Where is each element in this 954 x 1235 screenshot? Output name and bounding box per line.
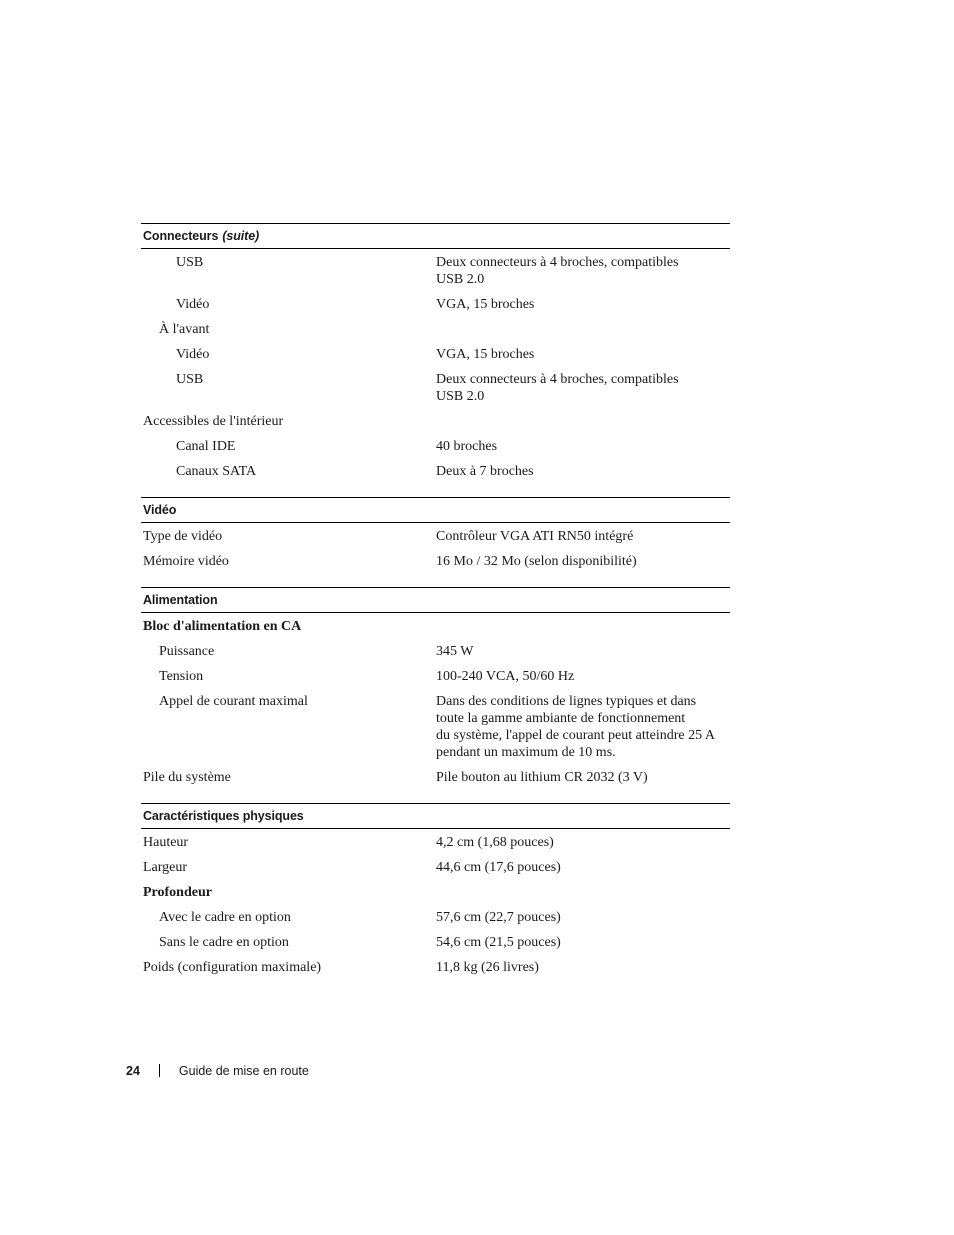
spec-label: Hauteur	[143, 835, 189, 850]
spec-row	[141, 956, 730, 981]
spec-label: USB	[176, 372, 204, 387]
guide-title: Guide de mise en route	[178, 1063, 309, 1078]
spec-row	[141, 293, 730, 318]
spec-row	[141, 343, 730, 368]
spec-label: Puissance	[159, 644, 215, 659]
spec-row	[141, 766, 730, 791]
section-header	[141, 803, 730, 829]
spec-label: Appel de courant maximal	[159, 694, 308, 709]
spec-value: 11,8 kg (26 livres)	[436, 960, 539, 975]
spec-value: 44,6 cm (17,6 pouces)	[436, 860, 561, 875]
spec-value: Pile bouton au lithium CR 2032 (3 V)	[436, 770, 648, 785]
section-body	[141, 249, 730, 497]
spec-label: Type de vidéo	[143, 529, 223, 544]
spec-row	[141, 410, 730, 435]
section-title-suffix: (suite)	[222, 229, 260, 243]
spec-row	[141, 831, 730, 856]
spec-value: 16 Mo / 32 Mo (selon disponibilité)	[436, 554, 637, 569]
spec-row	[141, 665, 730, 690]
section-header	[141, 223, 730, 249]
spec-value: 4,2 cm (1,68 pouces)	[436, 835, 554, 850]
spec-row	[141, 881, 730, 906]
section-title: Alimentation	[143, 593, 218, 607]
section-header	[141, 587, 730, 613]
spec-label: Accessibles de l'intérieur	[143, 414, 284, 429]
spec-value	[436, 413, 730, 430]
page-footer	[126, 1062, 309, 1079]
spec-section	[141, 587, 730, 803]
section-header	[141, 497, 730, 523]
spec-label: Profondeur	[143, 885, 212, 900]
spec-value: 40 broches	[436, 439, 498, 454]
spec-value: Contrôleur VGA ATI RN50 intégré	[436, 529, 634, 544]
spec-section	[141, 803, 730, 993]
spec-label: Sans le cadre en option	[159, 935, 289, 950]
spec-row	[141, 368, 730, 410]
section-title: Vidéo	[143, 503, 177, 517]
spec-row	[141, 690, 730, 766]
spec-label: Bloc d'alimentation en CA	[143, 619, 302, 634]
spec-value: Deux connecteurs à 4 broches, compatibles USB 2.0	[436, 255, 679, 287]
spec-label: Poids (configuration maximale)	[143, 960, 322, 975]
section-title: Connecteurs	[143, 229, 219, 243]
spec-label: Vidéo	[176, 297, 210, 312]
spec-row	[141, 906, 730, 931]
spec-row	[141, 251, 730, 293]
section-title: Caractéristiques physiques	[143, 809, 304, 823]
spec-row	[141, 931, 730, 956]
spec-label: USB	[176, 255, 204, 270]
specifications-table	[141, 223, 730, 993]
section-body	[141, 613, 730, 803]
spec-row	[141, 550, 730, 575]
spec-label: Tension	[159, 669, 204, 684]
spec-section	[141, 497, 730, 587]
spec-value: 54,6 cm (21,5 pouces)	[436, 935, 561, 950]
spec-label: Avec le cadre en option	[159, 910, 291, 925]
spec-row	[141, 640, 730, 665]
spec-value	[436, 321, 730, 338]
spec-label: Vidéo	[176, 347, 210, 362]
spec-row	[141, 525, 730, 550]
spec-section	[141, 223, 730, 497]
section-body	[141, 523, 730, 587]
footer-separator	[159, 1064, 160, 1077]
spec-value: Deux à 7 broches	[436, 464, 534, 479]
spec-value: Deux connecteurs à 4 broches, compatibles USB 2.0	[436, 372, 679, 404]
spec-row	[141, 856, 730, 881]
spec-value: 57,6 cm (22,7 pouces)	[436, 910, 561, 925]
spec-row	[141, 435, 730, 460]
spec-value: 100-240 VCA, 50/60 Hz	[436, 669, 575, 684]
spec-label: Canaux SATA	[176, 464, 257, 479]
spec-label: À l'avant	[159, 322, 210, 337]
spec-row	[141, 318, 730, 343]
spec-value: 345 W	[436, 644, 474, 659]
spec-row	[141, 615, 730, 640]
spec-label: Mémoire vidéo	[143, 554, 229, 569]
spec-label: Canal IDE	[176, 439, 236, 454]
spec-label: Pile du système	[143, 770, 231, 785]
spec-label: Largeur	[143, 860, 188, 875]
spec-value	[436, 884, 730, 901]
spec-value: Dans des conditions de lignes typiques et dans toute la gamme ambiante de fonctionnement du système, l'appel de courant peut atteindre 25 A pendant un maximum de 10 ms.	[436, 694, 715, 760]
section-body	[141, 829, 730, 993]
spec-row	[141, 460, 730, 485]
spec-value: VGA, 15 broches	[436, 297, 535, 312]
spec-value: VGA, 15 broches	[436, 347, 535, 362]
page-number: 24	[126, 1063, 140, 1078]
spec-value	[436, 618, 730, 635]
